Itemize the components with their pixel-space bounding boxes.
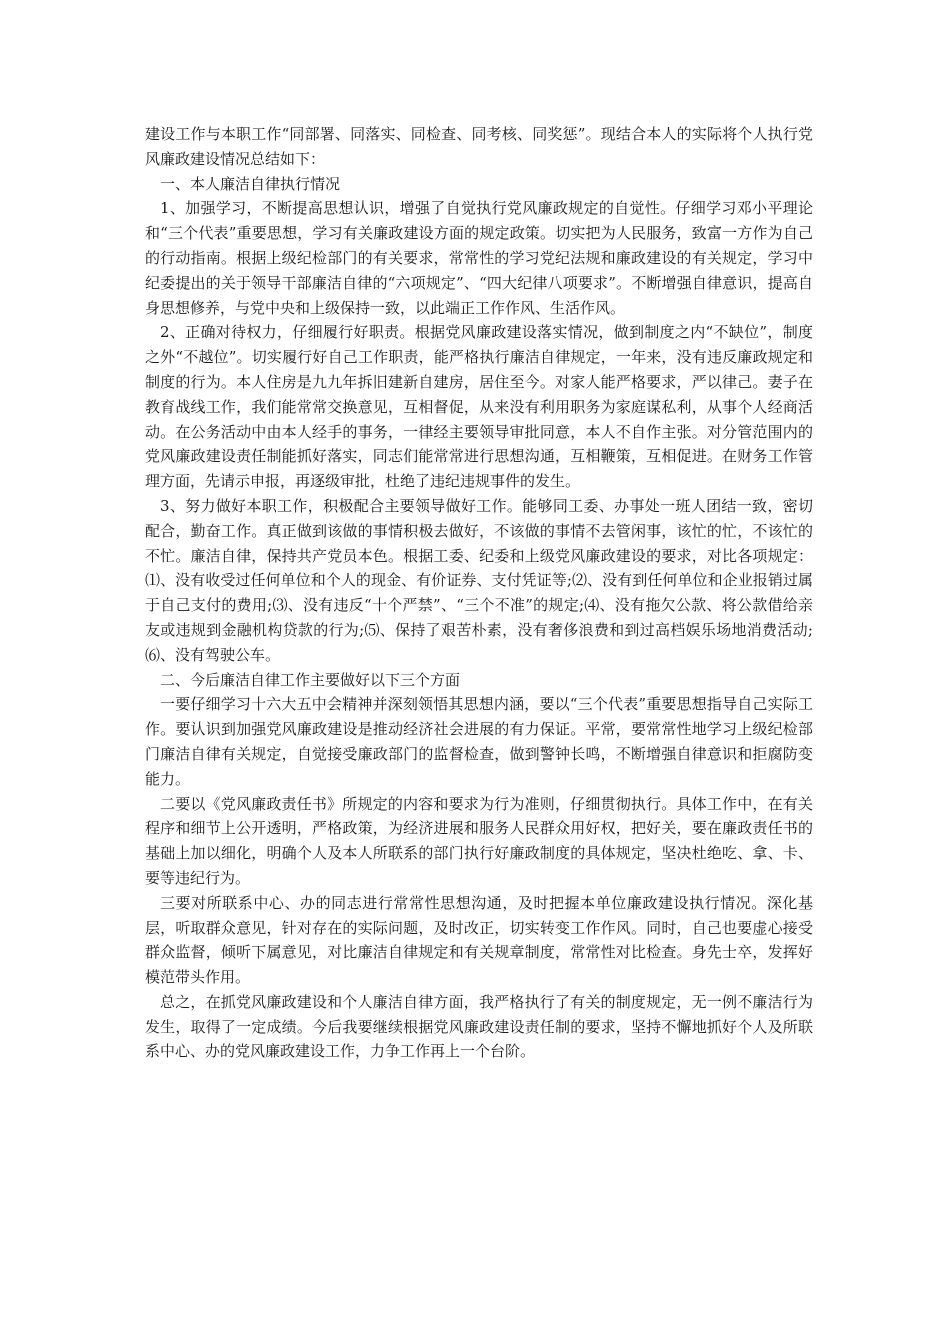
paragraph-item-1: 1、加强学习，不断提高思想认识，增强了自觉执行党风廉政规定的自觉性。仔细学习邓小平理论和“三个代表”重要思想，学习有关廉政建设方面的规定政策。切实把为人民服务，致富一方作为自己的行动指南。根据上级纪检部门的有关要求，常常性的学习党纪法规和廉政建设的有关规定，学习中纪委提出的关于领导干部廉洁自律的“六项规定”、“四大纪律八项要求”。不断增强自律意识，提高自身思想修养，与党中央和上级保持一致，以此端正工作作风、生活作风。 xyxy=(145,199,813,317)
paragraph-first-requirement: 一要仔细学习十六大五中会精神并深刻领悟其思想内涵，要以“三个代表”重要思想指导自己实际工作。要认识到加强党风廉政建设是推动经济社会进展的有力保证。平常，要常常性地学习上级纪检部门廉洁自律有关规定，自觉接受廉政部门的监督检查，做到警钟长鸣，不断增强自律意识和拒腐防变能力。 xyxy=(145,695,813,788)
section-heading-2: 二、今后廉洁自律工作主要做好以下三个方面 xyxy=(160,670,461,689)
section-heading-1: 一、本人廉洁自律执行情况 xyxy=(160,174,341,193)
paragraph-third-requirement: 三要对所联系中心、办的同志进行常常性思想沟通，及时把握本单位廉政建设执行情况。深化基层，听取群众意见，针对存在的实际问题，及时改正，切实转变工作作风。同时，自己也要虚心接受群众监督，倾听下属意见，对比廉洁自律规定和有关规章制度，常常性对比检查。身先士卒，发挥好模范带头作用。 xyxy=(145,893,813,987)
document-body xyxy=(145,122,813,1064)
paragraph-second-requirement: 二要以《党风廉政责任书》所规定的内容和要求为行为准则，仔细贯彻执行。具体工作中，在有关程序和细节上公开透明，严格政策，为经济进展和服务人民群众用好权，把好关，要在廉政责任书的基础上加以细化，明确个人及本人所联系的部门执行好廉政制度的具体规定，坚决杜绝吃、拿、卡、要等违纪行为。 xyxy=(145,794,813,887)
paragraph-intro-continuation: 建设工作与本职工作“同部署、同落实、同检查、同考核、同奖惩”。现结合本人的实际将个人执行党风廉政建设情况总结如下： xyxy=(145,125,813,168)
paragraph-conclusion: 总之，在抓党风廉政建设和个人廉洁自律方面，我严格执行了有关的制度规定，无一例不廉洁行为发生，取得了一定成绩。今后我要继续根据党风廉政建设责任制的要求，坚持不懈地抓好个人及所联系中心、办的党风廉政建设工作，力争工作再上一个台阶。 xyxy=(145,992,813,1061)
paragraph-item-3: 3、努力做好本职工作，积极配合主要领导做好工作。能够同工委、办事处一班人团结一致，密切配合，勤奋工作。真正做到该做的事情积极去做好，不该做的事情不去管闲事，该忙的忙，不该忙的不忙。廉洁自律，保持共产党员本色。根据工委、纪委和上级党风廉政建设的要求，对比各项规定：⑴、没有收受过任何单位和个人的现金、有价证券、支付凭证等;⑵、没有到任何单位和企业报销过属于自己支付的费用;⑶、没有违反“十个严禁”、“三个不准”的规定;⑷、没有拖欠公款、将公款借给亲友或违规到金融机构贷款的行为;⑸、保持了艰苦朴素，没有奢侈浪费和到过高档娱乐场地消费活动;⑹、没有驾驶公车。 xyxy=(145,496,813,664)
paragraph-item-2: 2、正确对待权力，仔细履行好职责。根据党风廉政建设落实情况，做到制度之内“不缺位”，制度之外“不越位”。切实履行好自己工作职责，能严格执行廉洁自律规定，一年来，没有违反廉政规定和制度的行为。本人住房是九九年拆旧建新自建房，居住至今。对家人能严格要求，严以律己。妻子在教育战线工作，我们能常常交换意见，互相督促，从来没有利用职务为家庭谋私利，从事个人经商活动。在公务活动中由本人经手的事务，一律经主要领导审批同意，本人不自作主张。对分管范围内的党风廉政建设责任制能抓好落实，同志们能常常进行思想沟通，互相鞭策，互相促进。在财务工作管理方面，先请示申报，再逐级审批，杜绝了违纪违规事件的发生。 xyxy=(145,323,813,491)
